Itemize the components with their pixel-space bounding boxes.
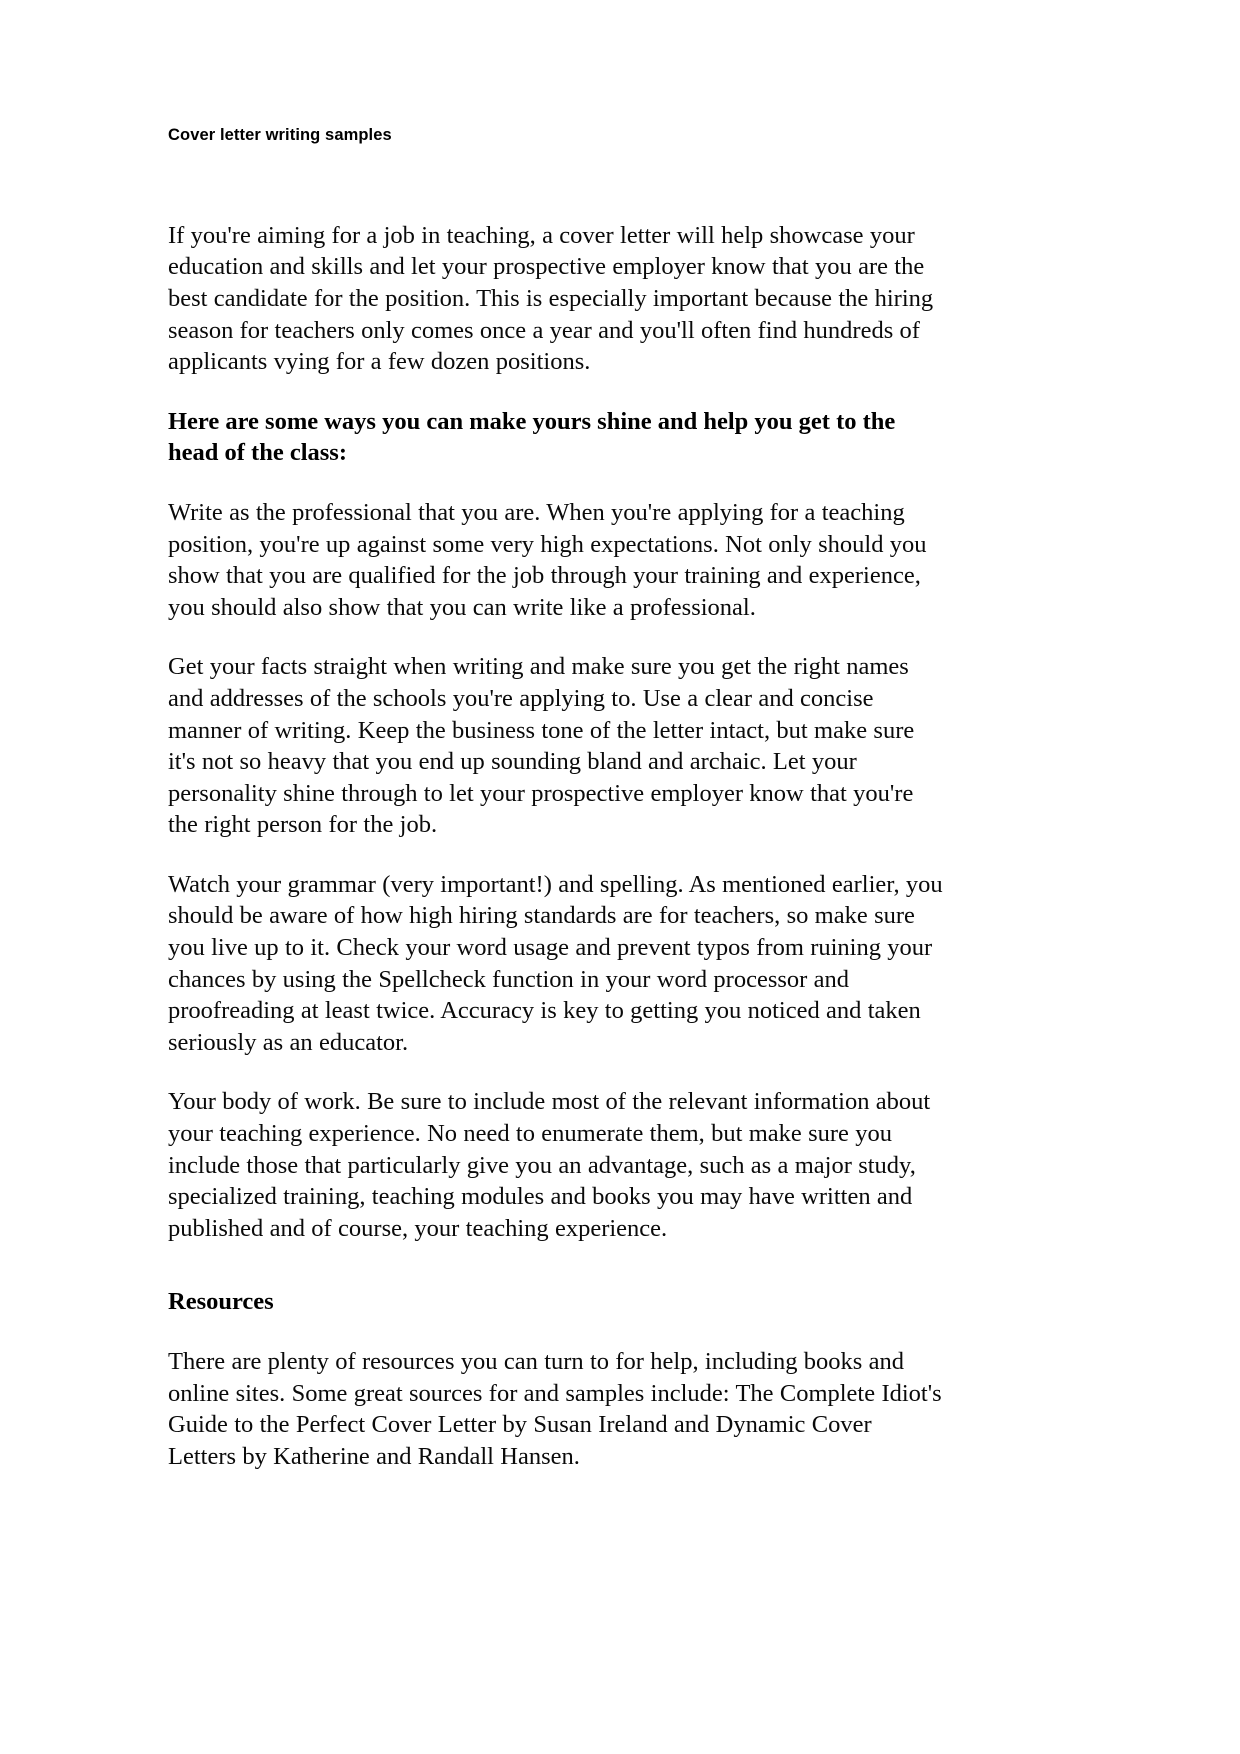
section-spacer xyxy=(168,1272,944,1282)
page-title: Cover letter writing samples xyxy=(168,126,392,144)
section-heading-shine: Here are some ways you can make yours shine and help you get to the head of the class: xyxy=(168,407,896,467)
section-heading-resources: Resources xyxy=(168,1288,274,1316)
paragraph-resources: There are plenty of resources you can turn to for help, including books and online sites. Some great sources for and samples include: The Complete Idiot's Guide to the Perfect Cover Letter by Susan Ireland and Dynamic Cover Letters by Katherine and Randall Hansen. xyxy=(168,1348,942,1470)
paragraph-facts: Get your facts straight when writing and make sure you get the right names and addresses of the schools you're applying to. Use a clear and concise manner of writing. Keep the business tone of the letter intact, but make sure it's not so heavy that you end up sounding bland and archaic. Let your personality shine through to let your prospective employer know that you're the right person for the job. xyxy=(168,653,915,839)
document-body xyxy=(168,220,944,1473)
paragraph-grammar: Watch your grammar (very important!) and spelling. As mentioned earlier, you should be aware of how high hiring standards are for teachers, so make sure you live up to it. Check your word usage and prevent typos from ruining your chances by using the Spellcheck function in your word processor and proofreading at least twice. Accuracy is key to getting you noticed and taken seriously as an educator. xyxy=(168,870,943,1056)
paragraph-professional: Write as the professional that you are. When you're applying for a teaching position, you're up against some very high expectations. Not only should you show that you are qualified for the job through your training and experience, you should also show that you can write like a professional. xyxy=(168,498,927,621)
paragraph-body-of-work: Your body of work. Be sure to include most of the relevant information about your teaching experience. No need to enumerate them, but make sure you include those that particularly give you an advantage, such as a major study, specialized training, teaching modules and books you may have written and published and of course, your teaching experience. xyxy=(168,1088,931,1242)
paragraph-intro: If you're aiming for a job in teaching, a cover letter will help showcase your education and skills and let your prospective employer know that you are the best candidate for the position. This is especially important because the hiring season for teachers only comes once a year and you'll often find hundreds of applicants vying for a few dozen positions. xyxy=(168,221,934,376)
document-content xyxy=(168,126,944,1472)
